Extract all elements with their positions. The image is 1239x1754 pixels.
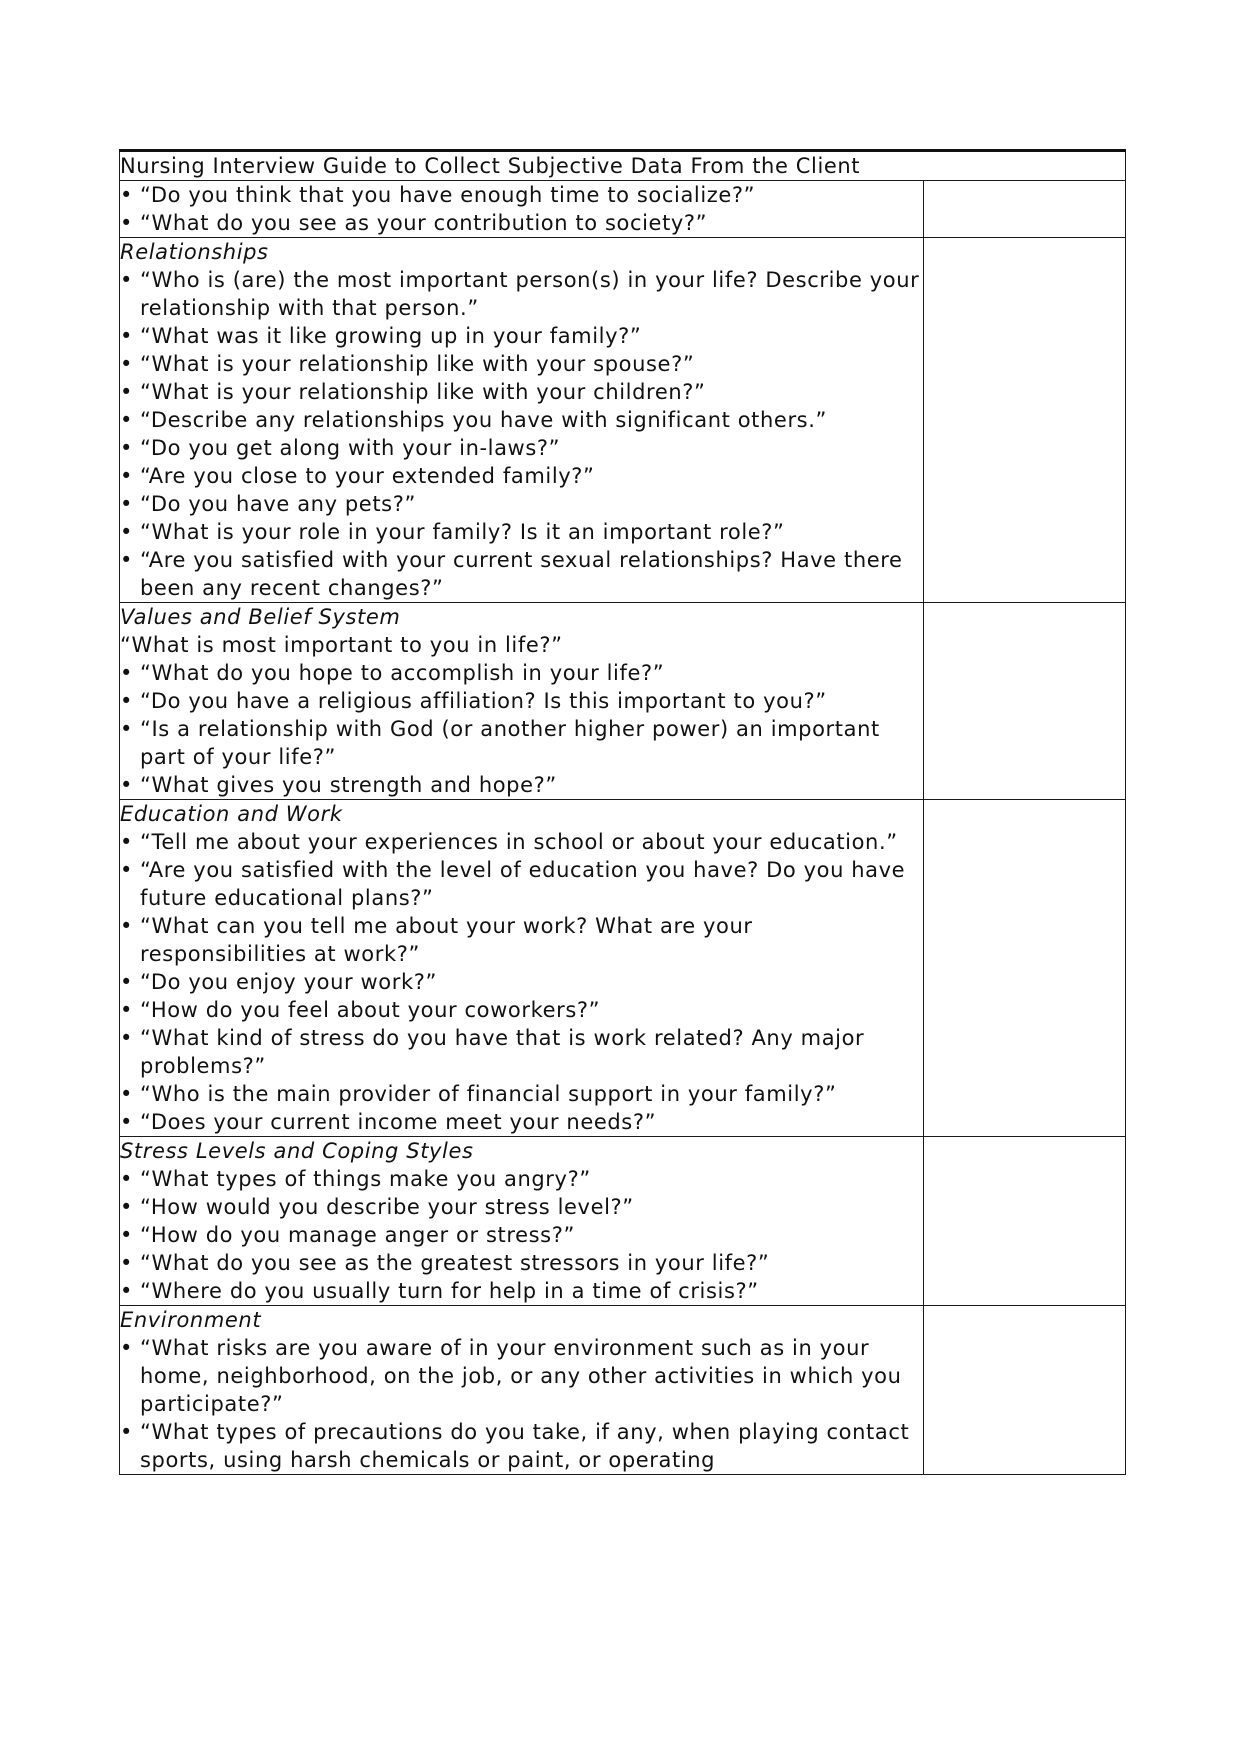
- question-item: [120, 1418, 923, 1474]
- question-item: [120, 378, 923, 406]
- notes-cell: [924, 1306, 1126, 1475]
- question-text: “Are you satisfied with the level of education you have? Do you have future educational plans?”: [140, 858, 906, 910]
- bullet-icon: •: [120, 914, 133, 938]
- question-item: [120, 715, 923, 771]
- question-text: “What is your role in your family? Is it an important role?”: [140, 520, 785, 544]
- bullet-icon: •: [120, 1223, 133, 1247]
- bullet-icon: •: [120, 1251, 133, 1275]
- section-row: [120, 181, 1126, 238]
- bullet-icon: •: [120, 183, 133, 207]
- question-text: “What do you see as the greatest stressors in your life?”: [140, 1251, 770, 1275]
- question-text: “What risks are you aware of in your environment such as in your home, neighborhood, on the job, or any other activities in which you participate?”: [140, 1336, 902, 1416]
- question-text: “What was it like growing up in your family?”: [140, 324, 642, 348]
- question-item: [120, 1193, 923, 1221]
- question-list: [120, 181, 923, 237]
- question-list: [120, 1165, 923, 1305]
- question-item: [120, 181, 923, 209]
- bullet-icon: •: [120, 1167, 133, 1191]
- questions-cell: [120, 603, 924, 800]
- question-text: “Does your current income meet your needs?”: [140, 1110, 657, 1134]
- question-text: “What can you tell me about your work? What are your responsibilities at work?”: [140, 914, 753, 966]
- question-list: [120, 266, 923, 602]
- question-item: [120, 266, 923, 322]
- question-text: “What do you hope to accomplish in your life?”: [140, 661, 665, 685]
- bullet-icon: •: [120, 380, 133, 404]
- question-item: [120, 490, 923, 518]
- notes-cell: [924, 181, 1126, 238]
- notes-cell: [924, 800, 1126, 1137]
- question-item: [120, 996, 923, 1024]
- bullet-icon: •: [120, 268, 133, 292]
- questions-cell: [120, 238, 924, 603]
- question-item: [120, 1221, 923, 1249]
- question-item: [120, 434, 923, 462]
- section-row: [120, 1306, 1126, 1475]
- question-item: [120, 687, 923, 715]
- question-text: “How would you describe your stress level?”: [140, 1195, 634, 1219]
- bullet-icon: •: [120, 998, 133, 1022]
- bullet-icon: •: [120, 1195, 133, 1219]
- question-list: [120, 828, 923, 1136]
- question-text: “What kind of stress do you have that is work related? Any major problems?”: [140, 1026, 865, 1078]
- question-item: [120, 1080, 923, 1108]
- question-item: [120, 828, 923, 856]
- bullet-icon: •: [120, 830, 133, 854]
- bullet-icon: •: [120, 492, 133, 516]
- bullet-icon: •: [120, 464, 133, 488]
- question-text: “Are you close to your extended family?”: [140, 464, 595, 488]
- question-item: [120, 659, 923, 687]
- question-list: [120, 1334, 923, 1474]
- section-row: [120, 603, 1126, 800]
- section-heading: Relationships: [120, 240, 269, 264]
- title-row: [120, 151, 1126, 181]
- question-text: “How do you feel about your coworkers?”: [140, 998, 601, 1022]
- bullet-icon: •: [120, 1110, 133, 1134]
- notes-cell: [924, 238, 1126, 603]
- question-text: “Tell me about your experiences in school or about your education.”: [140, 830, 898, 854]
- question-text: “What is your relationship like with your children?”: [140, 380, 706, 404]
- bullet-icon: •: [120, 211, 133, 235]
- interview-guide-table: [119, 149, 1126, 1475]
- question-item: [120, 322, 923, 350]
- question-text: “Who is (are) the most important person(s) in your life? Describe your relationship with that person.”: [140, 268, 920, 320]
- question-text: “What types of things make you angry?”: [140, 1167, 591, 1191]
- section-heading: Stress Levels and Coping Styles: [120, 1139, 474, 1163]
- section-row: [120, 238, 1126, 603]
- notes-cell: [924, 1137, 1126, 1306]
- question-text: “What gives you strength and hope?”: [140, 773, 557, 797]
- question-item: [120, 518, 923, 546]
- section-heading: Environment: [120, 1308, 262, 1332]
- bullet-icon: •: [120, 773, 133, 797]
- bullet-icon: •: [120, 352, 133, 376]
- bullet-icon: •: [120, 436, 133, 460]
- question-text: “Where do you usually turn for help in a time of crisis?”: [140, 1279, 759, 1303]
- question-item: [120, 546, 923, 602]
- notes-cell: [924, 603, 1126, 800]
- question-text: “Do you enjoy your work?”: [140, 970, 437, 994]
- section-heading: Education and Work: [120, 802, 343, 826]
- section-row: [120, 800, 1126, 1137]
- question-list: [120, 659, 923, 799]
- questions-cell: [120, 181, 924, 238]
- question-item: [120, 462, 923, 490]
- question-text: “What do you see as your contribution to society?”: [140, 211, 708, 235]
- bullet-icon: •: [120, 970, 133, 994]
- bullet-icon: •: [120, 548, 133, 572]
- question-text: “How do you manage anger or stress?”: [140, 1223, 575, 1247]
- questions-cell: [120, 1306, 924, 1475]
- question-item: [120, 209, 923, 237]
- question-item: [120, 1277, 923, 1305]
- bullet-icon: •: [120, 717, 133, 741]
- question-item: [120, 1334, 923, 1418]
- question-text: “Do you think that you have enough time to socialize?”: [140, 183, 756, 207]
- question-item: [120, 968, 923, 996]
- question-item: [120, 406, 923, 434]
- question-item: [120, 771, 923, 799]
- bullet-icon: •: [120, 661, 133, 685]
- question-item: [120, 1249, 923, 1277]
- section-row: [120, 1137, 1126, 1306]
- question-text: “Do you get along with your in-laws?”: [140, 436, 561, 460]
- question-text: “Do you have a religious affiliation? Is this important to you?”: [140, 689, 827, 713]
- question-item: [120, 856, 923, 912]
- questions-cell: [120, 1137, 924, 1306]
- bullet-icon: •: [120, 520, 133, 544]
- question-text: “Who is the main provider of financial support in your family?”: [140, 1082, 837, 1106]
- question-item: [120, 1165, 923, 1193]
- question-text: “What types of precautions do you take, if any, when playing contact sports, using harsh chemicals or paint, or operating: [140, 1420, 910, 1472]
- question-text: “What is your relationship like with your spouse?”: [140, 352, 695, 376]
- question-text: “Is a relationship with God (or another higher power) an important part of your life?”: [140, 717, 880, 769]
- bullet-icon: •: [120, 858, 133, 882]
- bullet-icon: •: [120, 408, 133, 432]
- question-item: [120, 912, 923, 968]
- intro-question: “What is most important to you in life?”: [120, 633, 563, 657]
- bullet-icon: •: [120, 1336, 133, 1360]
- bullet-icon: •: [120, 689, 133, 713]
- table-title: Nursing Interview Guide to Collect Subjective Data From the Client: [120, 151, 1126, 181]
- bullet-icon: •: [120, 1026, 133, 1050]
- question-item: [120, 1108, 923, 1136]
- question-text: “Describe any relationships you have with significant others.”: [140, 408, 827, 432]
- question-text: “Do you have any pets?”: [140, 492, 416, 516]
- question-text: “Are you satisfied with your current sexual relationships? Have there been any recent changes?”: [140, 548, 903, 600]
- question-item: [120, 1024, 923, 1080]
- bullet-icon: •: [120, 324, 133, 348]
- questions-cell: [120, 800, 924, 1137]
- section-heading: Values and Belief System: [120, 605, 401, 629]
- bullet-icon: •: [120, 1420, 133, 1444]
- bullet-icon: •: [120, 1082, 133, 1106]
- question-item: [120, 350, 923, 378]
- bullet-icon: •: [120, 1279, 133, 1303]
